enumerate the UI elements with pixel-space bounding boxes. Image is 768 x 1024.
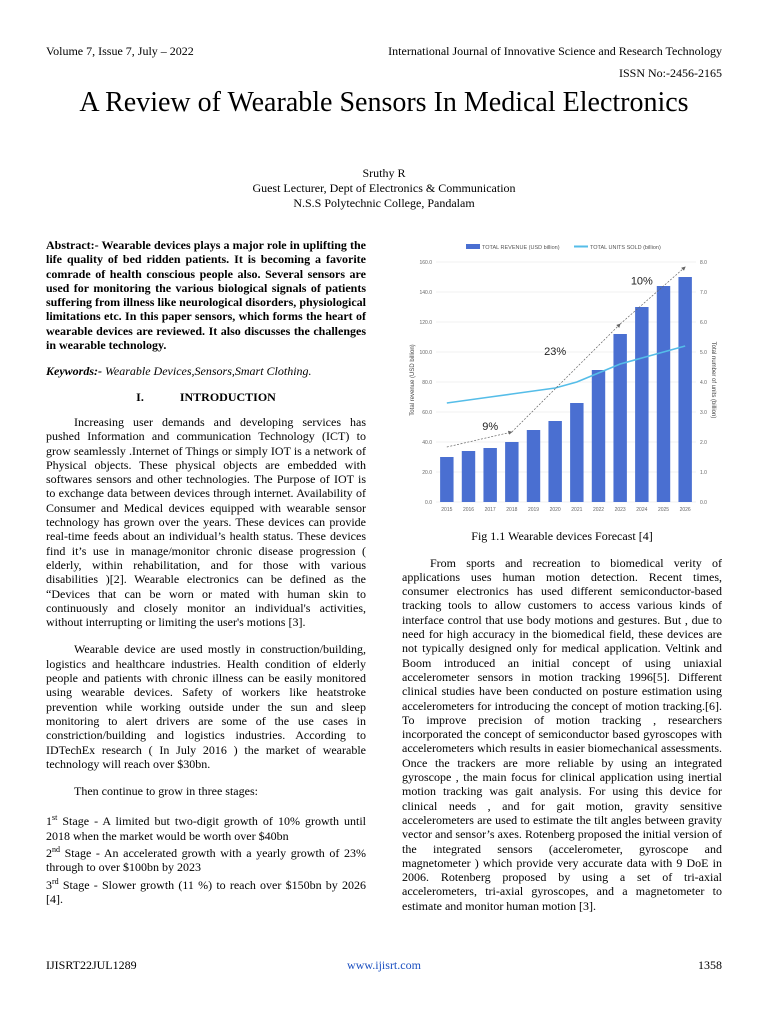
- legend-label-units: TOTAL UNITS SOLD (billion): [590, 245, 661, 251]
- intro-paragraph-1: Increasing user demands and developing services has pushed Information and communication Technology (ICT) to grow seamlessly .Internet of Things or simply IOT is a network of Physical objects. These physical objects are embedded with softwares sensors and other technologies. The Purpose of IOT is to exchange data between devices through internet. Availability of Consumer and Medical devices equipped with wearable sensor technology has grown over the years. These devices can provide real-time feeds about an individual’s health status. These devices find it’s use in manage/monitor chronic disease progression ( elderly, within rehabilitation, and for those with various disabilities )[2]. Wearable electronics can be defined as the “Devices that can be worn or mated with human skin to continuously and closely monitor an individual's activities, without interrupting or limiting the user's motions [3].: [46, 414, 366, 630]
- revenue-bar: [527, 430, 540, 502]
- x-tick-label: 2022: [592, 507, 605, 513]
- revenue-bar: [462, 451, 475, 502]
- revenue-bar: [440, 457, 453, 502]
- footer-id: IJISRT22JUL1289: [46, 958, 137, 972]
- growth-arrow: [447, 432, 512, 447]
- y-tick-label: 100.0: [419, 350, 432, 356]
- legend-swatch-revenue: [466, 244, 480, 249]
- stage-text: Stage - An accelerated growth with a yearly growth of 23% through to over $100bn by 2023: [46, 845, 366, 875]
- y2-tick-label: 5.0: [700, 350, 707, 356]
- stage-item: [46, 811, 366, 843]
- x-tick-label: 2024: [636, 507, 648, 513]
- revenue-bar: [570, 403, 583, 502]
- y2-tick-label: 3.0: [700, 410, 707, 416]
- revenue-bar: [635, 307, 648, 502]
- legend-label-revenue: TOTAL REVENUE (USD billion): [482, 245, 560, 251]
- y2-tick-label: 0.0: [700, 500, 707, 506]
- x-tick-label: 2017: [484, 507, 496, 513]
- x-tick-label: 2019: [527, 507, 540, 513]
- keywords-label: Keywords:-: [46, 364, 102, 379]
- chart-legend: [466, 244, 661, 251]
- y2-tick-label: 2.0: [700, 440, 707, 446]
- x-tick-label: 2023: [614, 507, 626, 513]
- revenue-bar: [505, 442, 518, 502]
- y-tick-label: 60.0: [422, 410, 432, 416]
- stage-item: [46, 843, 366, 875]
- revenue-bar: [678, 277, 691, 502]
- x-tick-label: 2020: [549, 507, 561, 513]
- forecast-chart: [402, 240, 722, 520]
- chart-y2label: Total number of units (billion): [710, 341, 716, 419]
- revenue-bar: [592, 370, 605, 502]
- header-volume: Volume 7, Issue 7, July – 2022: [46, 44, 194, 58]
- x-tick-label: 2021: [571, 507, 583, 513]
- y-tick-label: 80.0: [422, 380, 432, 386]
- section-heading: [46, 390, 366, 404]
- x-tick-label: 2016: [462, 507, 475, 513]
- stage-number: 2: [46, 845, 52, 860]
- header-journal: International Journal of Innovative Science and Research Technology: [388, 44, 722, 58]
- x-tick-label: 2015: [441, 507, 453, 513]
- y2-tick-label: 4.0: [700, 380, 707, 386]
- y-tick-label: 160.0: [419, 260, 432, 266]
- stage-ordinal: nd: [52, 844, 60, 854]
- stage-number: 1: [46, 814, 52, 829]
- stage-text: Stage - Slower growth (11 %) to reach over $150bn by 2026 [4].: [46, 877, 366, 906]
- y-tick-label: 140.0: [419, 290, 432, 296]
- keywords: [46, 364, 366, 378]
- section-number: I.: [136, 389, 144, 404]
- abstract: Abstract:- Wearable devices plays a major role in uplifting the life quality of bed ridden patients. It is becoming a favorite comrade of health conscious people also. Several sensors are used for monitoring the various biological signals of patients suffering from illness like neurological disorders, physiological limitations etc. In this paper sensors, which forms the heart of wearable devices are reviewed. It also discusses the challenges in wearable technology.: [46, 238, 366, 353]
- growth-annotation: 23%: [544, 346, 567, 358]
- x-tick-label: 2018: [506, 507, 518, 513]
- y-tick-label: 20.0: [422, 470, 432, 476]
- right-paragraph: From sports and recreation to biomedical verity of applications uses human motion detection. Recent times, consumer electronics has used different semiconductor-based tracking tools to allow customers to access various kinds of interface control that use body motions and gestures. But , due to need for high accuracy in the biomedical field, these devices are not typically designed only for medical application. Veltink and Boom introduced an initial concept of using uniaxial accelerometer sensors in motion tracking 1996[5]. Different clinical studies have been conducted on posture estimation using accelerometers for introducing the concept of motion tracking.[6]. To improve precision of motion tracking , researchers incorporated the concept of semiconductor based gyroscopes with accelerometers which results in easier biomechanical assessments. Once the trackers are more reliable by using an integrated gyroscope , the main focus for clinical application using inertial motion tracking was gait analysis. For using this device for clinical needs , and for gait motion, gravity sensitive accelerometers are used to estimate the tilt angles between gravity vector and sensor’s axes. Rotenberg proposed the initial version of the integrated sensors (accelerometer, gyroscope and magnetometer ) which provide very accurate data with 9 DoE in 2006. Rotenberg proposed by using a set of tri-axial accelerometers, tri-axial gyroscopes, and a magnetometer to estimate and monitor human motion [3].: [402, 555, 722, 913]
- author-affiliation-2: N.S.S Polytechnic College, Pandalam: [293, 196, 475, 210]
- revenue-bar: [483, 448, 496, 502]
- y2-tick-label: 7.0: [700, 290, 707, 296]
- author-name: Sruthy R: [362, 166, 406, 180]
- revenue-bar: [657, 286, 670, 502]
- author-affiliation-1: Guest Lecturer, Dept of Electronics & Communication: [252, 181, 516, 195]
- left-column: [46, 238, 366, 906]
- intro-paragraph-3: Then continue to grow in three stages:: [74, 784, 258, 799]
- y2-tick-label: 6.0: [700, 320, 707, 326]
- keywords-text: Wearable Devices,Sensors,Smart Clothing.: [102, 364, 312, 379]
- stage-ordinal: st: [52, 813, 58, 823]
- growth-annotation: 10%: [630, 275, 653, 288]
- stage-text: Stage - A limited but two-digit growth of 10% growth until 2018 when the market would be worth over $40bn: [46, 814, 366, 843]
- y-tick-label: 120.0: [419, 320, 432, 326]
- header-issn: ISSN No:-2456-2165: [618, 66, 722, 80]
- intro-paragraph-2: Wearable device are used mostly in construction/building, logistics and healthcare industries. Health condition of elderly people and patients with chronic illness can be easily monitored using wearable devices. Safety of workers like heatstroke prevention while working outside under the sun and sleep monitoring to alert drivers are some of the use cases in constriction/building and logistics industries. According to IDTechEx research ( In July 2016 ) the market of wearable technology will reach over $30bn.: [46, 642, 366, 771]
- revenue-bar: [613, 334, 626, 502]
- x-tick-label: 2026: [679, 507, 691, 513]
- stage-item: [46, 875, 366, 907]
- growth-annotation: 9%: [482, 421, 499, 433]
- revenue-bar: [548, 421, 561, 502]
- y-tick-label: 40.0: [422, 440, 432, 446]
- y2-tick-label: 8.0: [700, 260, 707, 266]
- stage-ordinal: rd: [52, 876, 59, 886]
- author-block: [60, 166, 708, 211]
- figure-caption: Fig 1.1 Wearable devices Forecast [4]: [471, 529, 653, 544]
- section-title: INTRODUCTION: [179, 389, 276, 404]
- footer-page-number: 1358: [698, 958, 722, 972]
- right-column: [402, 240, 722, 926]
- chart-ylabel: Total revenue (USD billion): [410, 344, 416, 416]
- paper-title: A Review of Wearable Sensors In Medical Electronics: [79, 87, 689, 118]
- stage-number: 3: [46, 877, 52, 892]
- x-tick-label: 2025: [657, 507, 670, 513]
- y-tick-label: 0.0: [425, 500, 432, 506]
- footer-url-link[interactable]: www.ijisrt.com: [347, 958, 421, 972]
- y2-tick-label: 1.0: [700, 470, 707, 476]
